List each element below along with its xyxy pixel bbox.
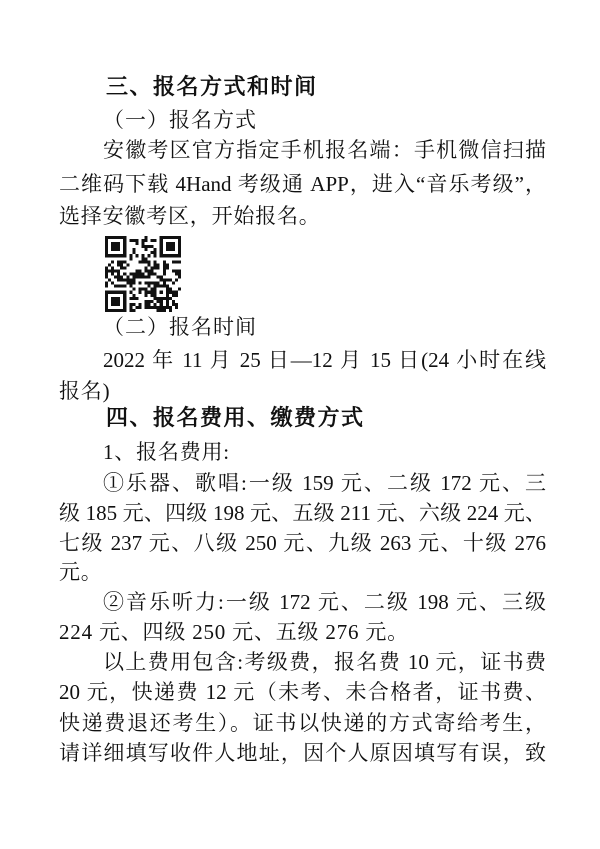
- fee-inclusion-line: 请详细填写收件人地址，因个人原因填写有误，致: [59, 741, 546, 765]
- method-text-line: 安徽考区官方指定手机报名端：手机微信扫描: [103, 138, 546, 162]
- section-3-heading: 三、报名方式和时间: [106, 75, 318, 100]
- method-text-line: 选择安徽考区，开始报名。: [59, 204, 321, 228]
- fee-title: 1、报名费用:: [103, 440, 230, 464]
- time-subheading: （二）报名时间: [103, 315, 257, 339]
- qr-code-icon: [105, 236, 181, 312]
- instrument-vocal-fee-line: 级 185 元、四级 198 元、五级 211 元、六级 224 元、: [59, 501, 546, 525]
- instrument-vocal-fee-line: 元。: [59, 560, 103, 584]
- method-subheading: （一）报名方式: [103, 108, 257, 132]
- fee-inclusion-line: 快递费退还考生）。证书以快递的方式寄给考生，: [59, 711, 546, 735]
- fee-inclusion-line: 20 元，快递费 12 元（未考、未合格者，证书费、: [59, 680, 546, 704]
- fee-inclusion-line: 以上费用包含:考级费，报名费 10 元，证书费: [103, 650, 546, 674]
- music-listening-fee-line: 224 元、四级 250 元、五级 276 元。: [59, 620, 409, 644]
- instrument-vocal-fee-line: ①乐器、歌唱:一级 159 元、二级 172 元、三: [103, 471, 546, 495]
- music-listening-fee-line: ②音乐听力:一级 172 元、二级 198 元、三级: [103, 590, 546, 614]
- section-4-heading: 四、报名费用、缴费方式: [106, 406, 365, 431]
- instrument-vocal-fee-line: 七级 237 元、八级 250 元、九级 263 元、十级 276: [59, 531, 546, 555]
- time-text-line: 2022 年 11 月 25 日—12 月 15 日(24 小时在线: [103, 348, 546, 372]
- time-text-line: 报名): [59, 379, 111, 403]
- method-text-line: 二维码下载 4Hand 考级通 APP，进入“音乐考级”，: [59, 172, 546, 196]
